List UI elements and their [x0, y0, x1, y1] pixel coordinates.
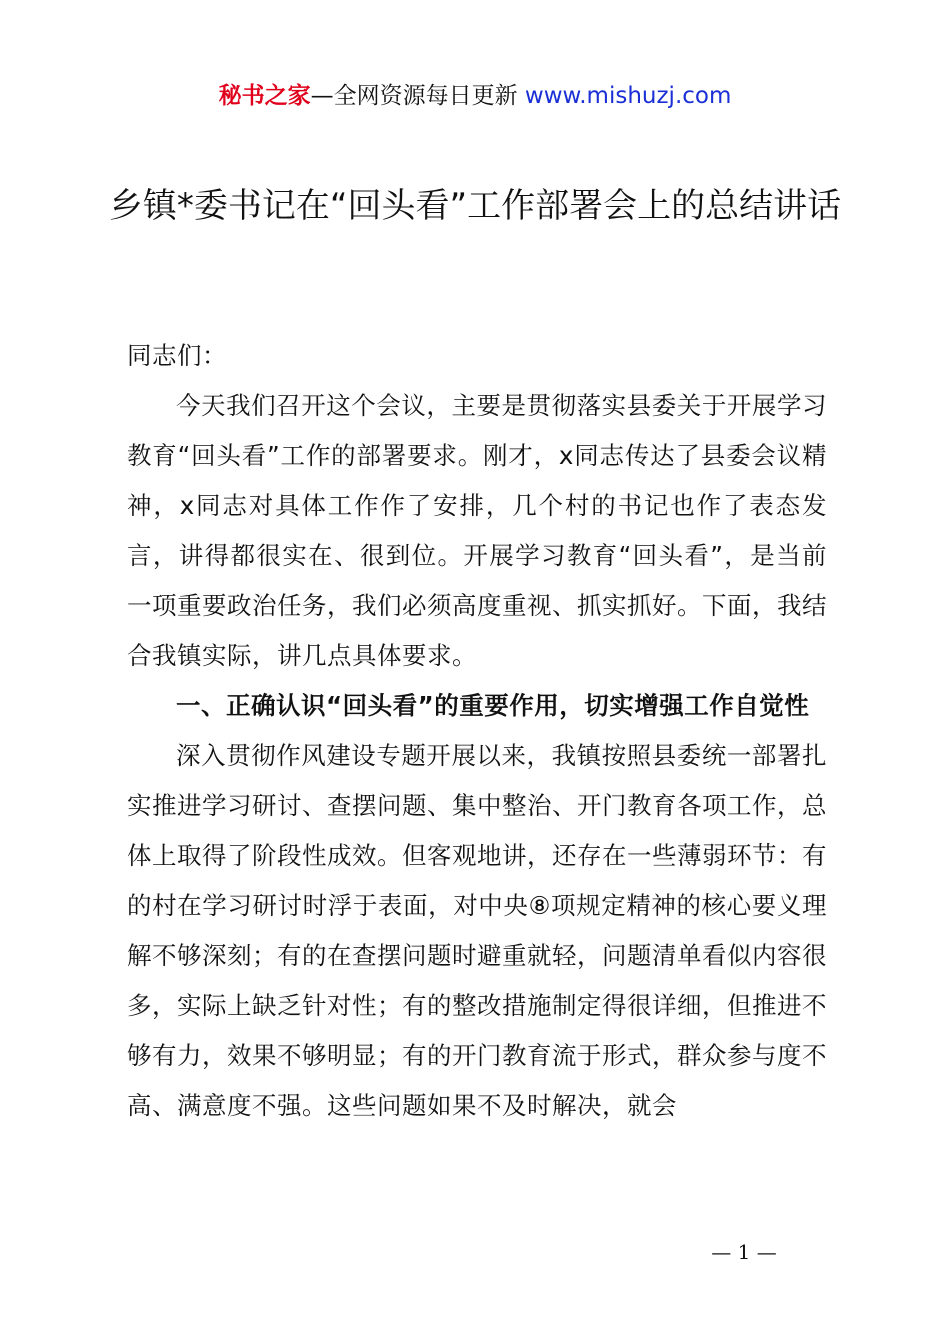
- page-number: — 1 —: [711, 1240, 777, 1264]
- paragraph-intro: 今天我们召开这个会议，主要是贯彻落实县委关于开展学习教育“回头看”工作的部署要求。刚才，x同志传达了县委会议精神，x同志对具体工作作了安排，几个村的书记也作了表态发言，讲得都很实在、很到位。开展学习教育“回头看”，是当前一项重要政治任务，我们必须高度重视、抓实抓好。下面，我结合我镇实际，讲几点具体要求。: [127, 391, 827, 670]
- site-url-link[interactable]: www.mishuzj.com: [524, 83, 732, 109]
- header-slogan: —全网资源每日更新: [310, 83, 525, 109]
- document-title: 乡镇*委书记在“回头看”工作部署会上的总结讲话: [108, 186, 842, 226]
- section-heading-1: 一、正确认识“回头看”的重要作用，切实增强工作自觉性: [176, 691, 810, 720]
- salutation: 同志们：: [127, 341, 227, 370]
- paragraph-section-1: 深入贯彻作风建设专题开展以来，我镇按照县委统一部署扎实推进学习研讨、查摆问题、集中整治、开门教育各项工作，总体上取得了阶段性成效。但客观地讲，还存在一些薄弱环节：有的村在学习研讨时浮于表面，对中央⑧项规定精神的核心要义理解不够深刻；有的在查摆问题时避重就轻，问题清单看似内容很多，实际上缺乏针对性；有的整改措施制定得很详细，但推进不够有力，效果不够明显；有的开门教育流于形式，群众参与度不高、满意度不强。这些问题如果不及时解决，就会: [127, 741, 827, 1120]
- brand-name: 秘书之家: [218, 83, 311, 109]
- document-body: [127, 331, 827, 1131]
- site-header: [0, 80, 950, 112]
